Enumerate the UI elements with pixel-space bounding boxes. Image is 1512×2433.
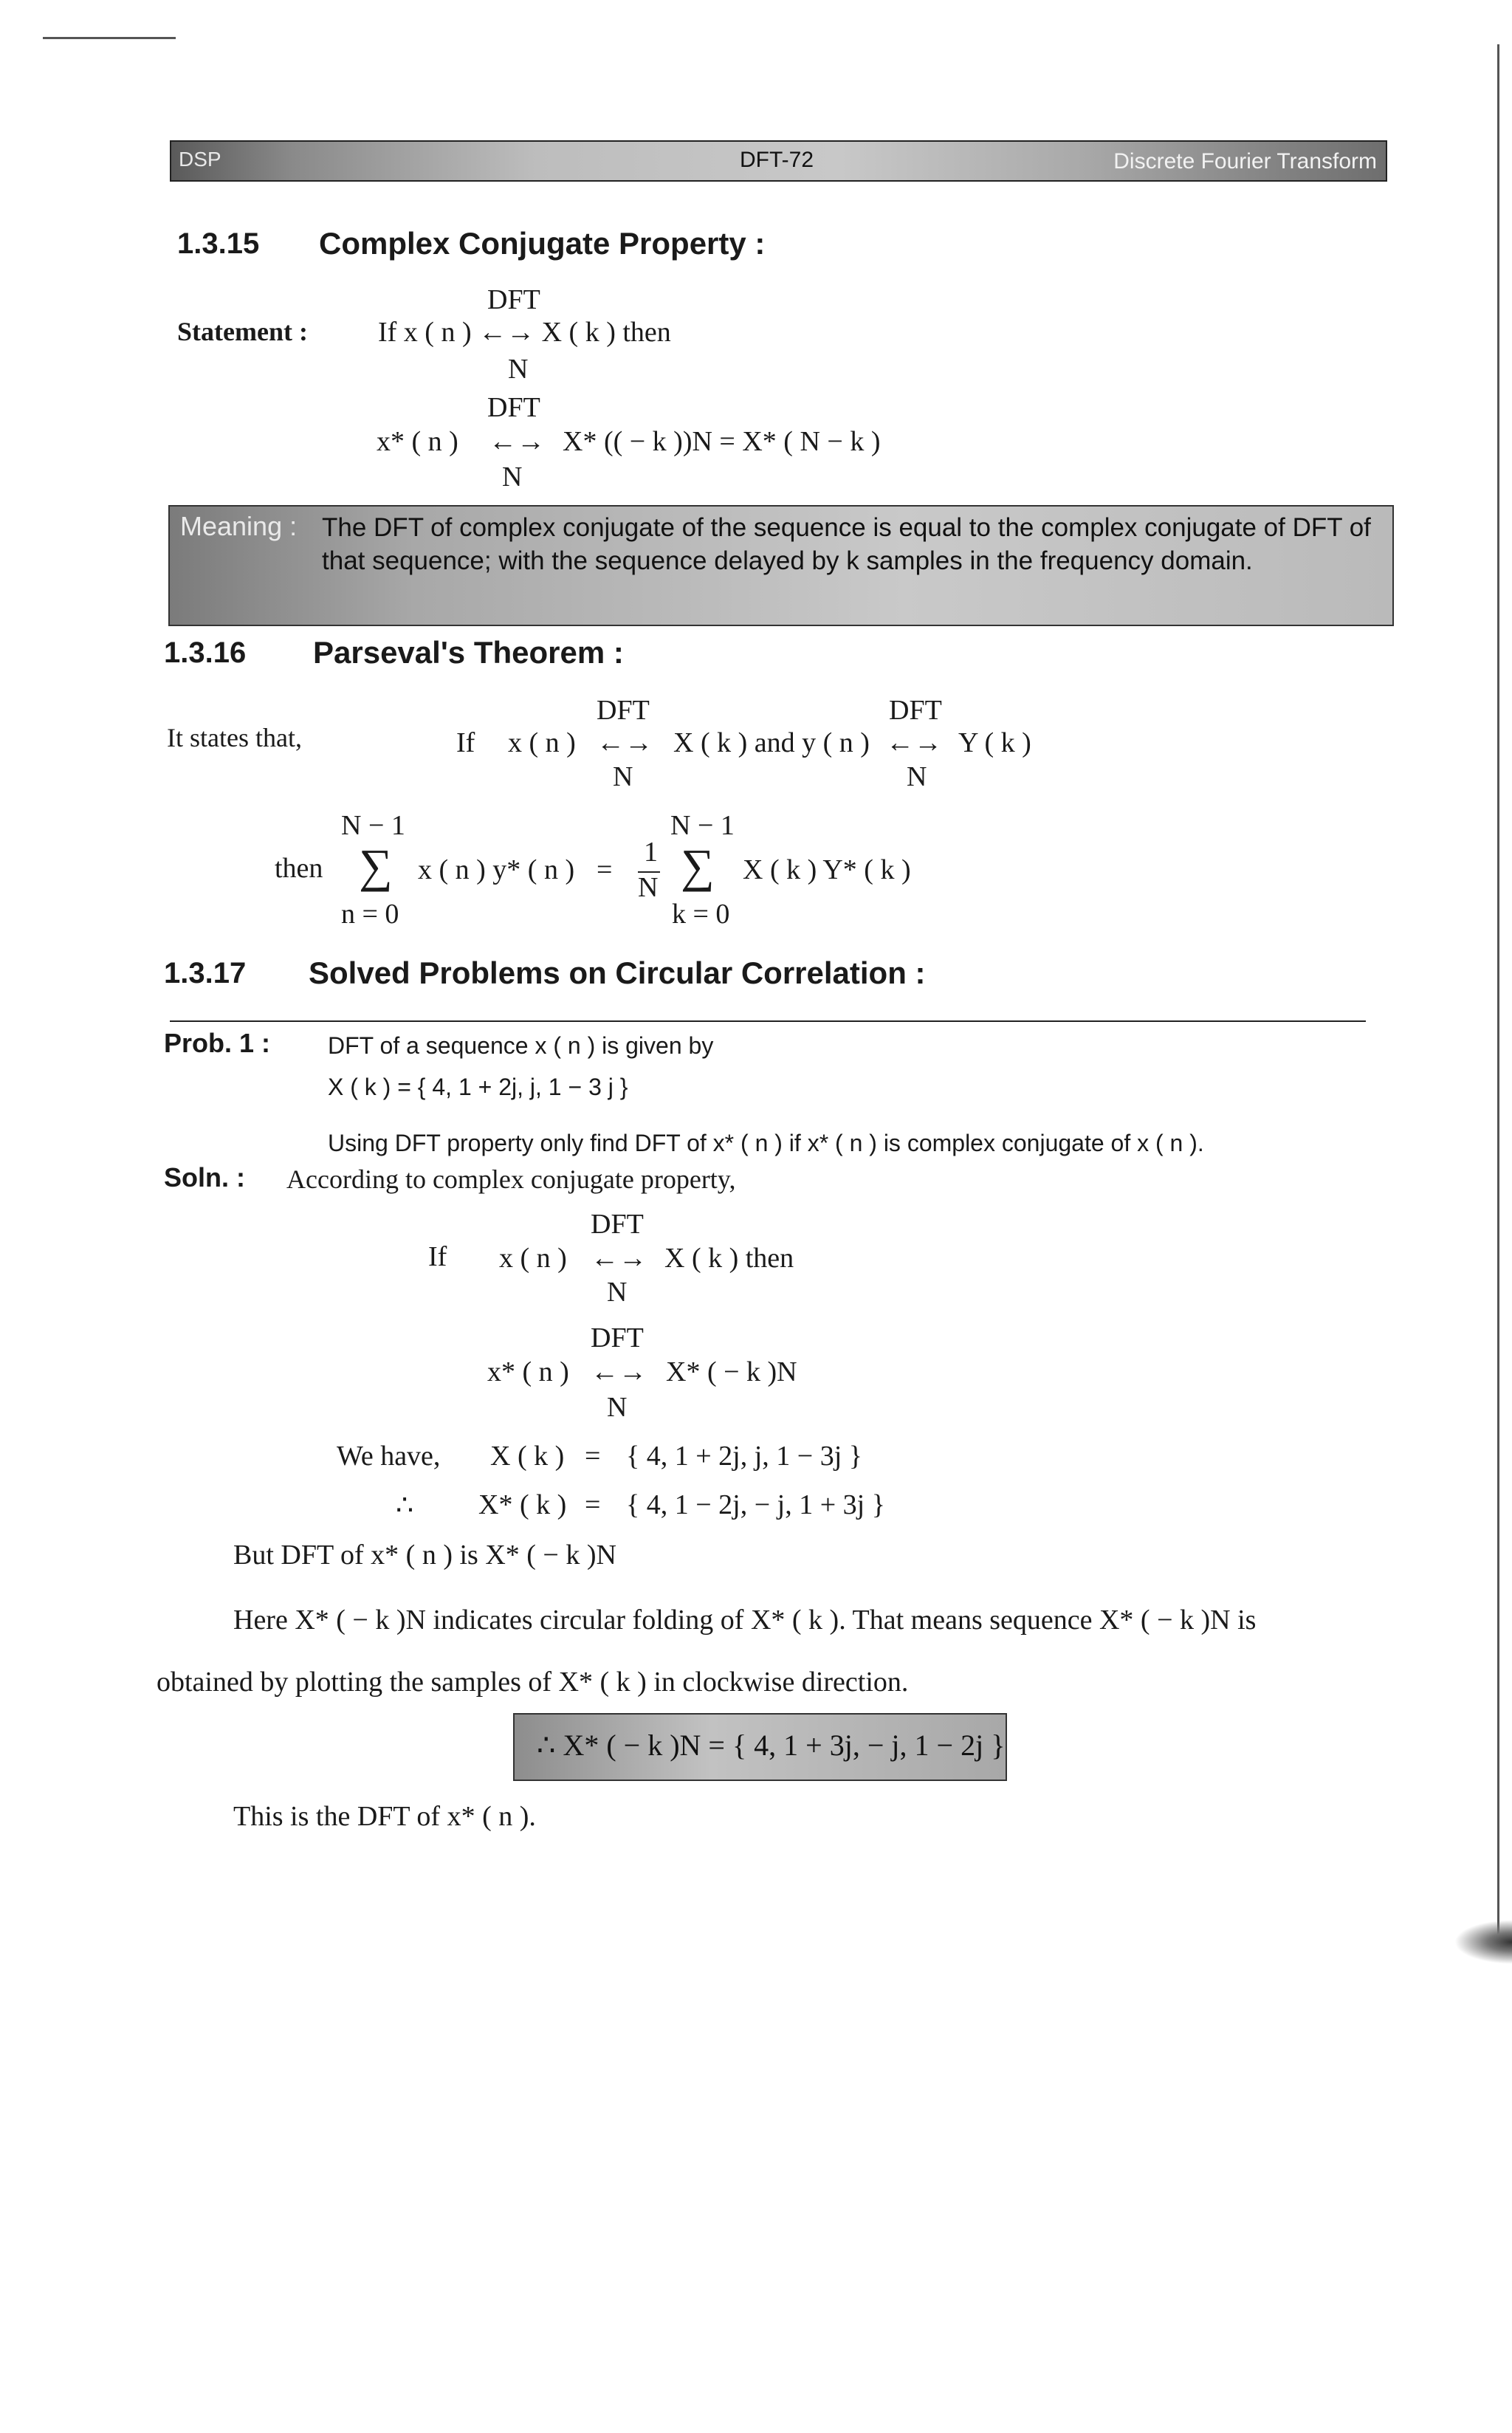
dft-label: DFT [487,392,540,423]
parseval-x-n: x ( n ) [508,727,576,758]
chapter-title: Discrete Fourier Transform [1113,149,1377,174]
parseval-xk-and: X ( k ) and y ( n ) [673,727,870,758]
section-title: Parseval's Theorem : [313,635,624,670]
arrow: ←→ [489,426,545,457]
meaning-box [168,505,1394,626]
sum-lower: k = 0 [672,899,730,930]
dft-label: DFT [591,1209,644,1240]
if-label: If [456,727,475,758]
dft-label: DFT [487,284,540,315]
result-text: ∴ X* ( − k )N = { 4, 1 + 3j, − j, 1 − 2j } [537,1729,1006,1762]
xsk-rhs: { 4, 1 − 2j, − j, 1 + 3j } [626,1489,885,1520]
running-header [170,140,1387,182]
paragraph-line1: Here X* ( − k )N indicates circular folding of X* ( k ). That means sequence X* ( − k )N is [233,1605,1257,1636]
fraction-numerator: 1 [644,837,658,868]
result-box [513,1713,1007,1781]
n-label: N [907,761,927,792]
parseval-y-k: Y ( k ) [958,727,1031,758]
equals: = [597,854,613,885]
but-line: But DFT of x* ( n ) is X* ( − k )N [233,1540,616,1571]
final-line: This is the DFT of x* ( n ). [233,1801,536,1832]
sum-lower: n = 0 [341,899,399,930]
meaning-text: The DFT of complex conjugate of the sequence is equal to the complex conjugate of DFT of that sequence; with the sequence delayed by k samples in the frequency domain. [322,513,1371,575]
n-label: N [613,761,633,792]
equals: = [585,1489,601,1520]
arrow: ←→ [886,727,942,758]
parseval-lhs: x ( n ) y* ( n ) [418,854,575,885]
scan-smudge [1454,1920,1512,1964]
sol-l1-right: X ( k ) then [664,1243,794,1274]
parseval-rhs: X ( k ) Y* ( k ) [743,854,911,885]
header-left: DSP [179,148,221,171]
sol-l2-right: X* ( − k )N [666,1356,797,1387]
xk-rhs: { 4, 1 + 2j, j, 1 − 3j } [626,1441,863,1472]
n-label: N [502,461,523,493]
xsk-lhs: X* ( k ) [478,1489,567,1520]
dft-label: DFT [591,1322,644,1353]
problem-line2: X ( k ) = { 4, 1 + 2j, j, 1 − 3 j } [328,1074,628,1100]
parseval-intro: It states that, [167,723,302,752]
problem-line1: DFT of a sequence x ( n ) is given by [328,1032,714,1059]
section-number: 1.3.16 [164,636,247,669]
section-title: Solved Problems on Circular Correlation : [309,955,926,990]
meaning-label: Meaning : [180,511,298,541]
page-number: DFT-72 [740,148,814,172]
arrow: ←→ [591,1243,647,1274]
statement-line2-right: X* (( − k ))N = X* ( N − k ) [563,426,881,457]
sigma-symbol: ∑ [681,840,715,892]
sol-l1-left: x ( n ) [499,1243,567,1274]
sigma-symbol: ∑ [359,840,393,892]
solution-intro: According to complex conjugate property, [286,1164,736,1194]
we-have-label: We have, [337,1441,441,1472]
sol-l2-left: x* ( n ) [487,1356,569,1387]
scan-mark [43,37,176,39]
paragraph-line2: obtained by plotting the samples of X* ( k ) in clockwise direction. [157,1667,909,1698]
arrow: ←→ [591,1356,647,1387]
n-label: N [607,1277,628,1308]
xk-lhs: X ( k ) [490,1441,565,1472]
then-label: then [275,853,323,884]
n-label: N [508,354,529,385]
statement-label: Statement : [177,317,308,346]
sum-upper: N − 1 [670,810,735,841]
problem-label: Prob. 1 : [164,1028,271,1058]
therefore-symbol: ∴ [396,1490,414,1521]
section-rule [170,1020,1366,1022]
section-number: 1.3.17 [164,957,247,989]
n-label: N [607,1392,628,1423]
problem-line3: Using DFT property only find DFT of x* ( n ) if x* ( n ) is complex conjugate of x ( n ). [328,1130,1204,1156]
page-edge-line [1497,44,1499,1935]
section-title: Complex Conjugate Property : [319,226,766,261]
section-number: 1.3.15 [177,227,260,260]
solution-label: Soln. : [164,1162,245,1193]
equals: = [585,1441,601,1472]
if-label: If [428,1241,447,1272]
fraction-denominator: N [638,872,659,903]
dft-label: DFT [597,695,650,726]
statement-line1: If x ( n ) ←→ X ( k ) then [378,317,671,348]
statement-line2-left: x* ( n ) [377,426,458,457]
dft-label: DFT [889,695,942,726]
sum-upper: N − 1 [341,810,405,841]
arrow: ←→ [597,727,653,758]
